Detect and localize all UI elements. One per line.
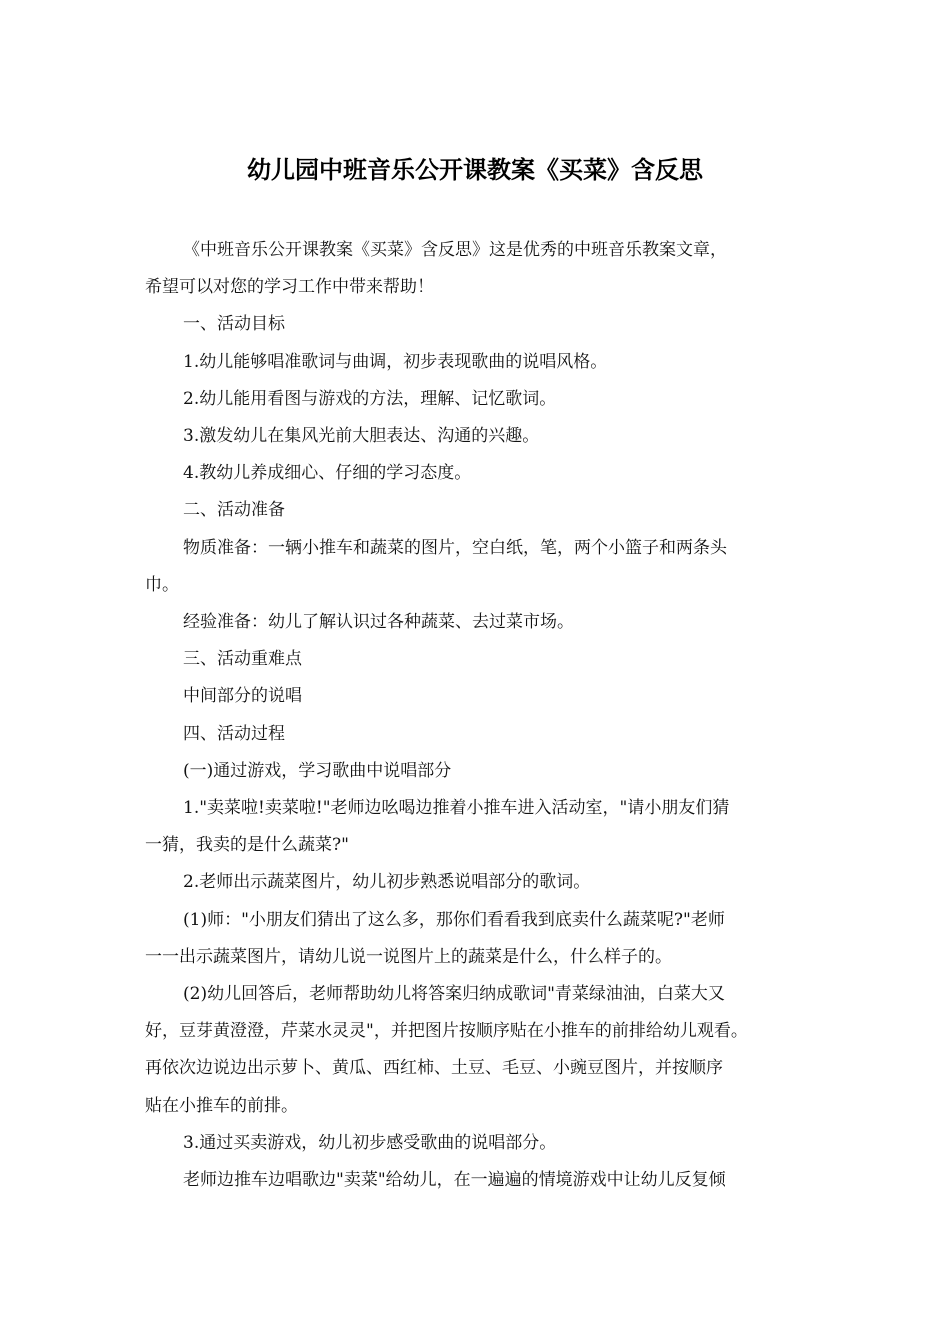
process-step-2: 2.老师出示蔬菜图片，幼儿初步熟悉说唱部分的歌词。 xyxy=(183,872,591,893)
process-step-2-1-line-2: 一一出示蔬菜图片，请幼儿说一说图片上的蔬菜是什么，什么样子的。 xyxy=(145,946,672,967)
goal-item-2: 2.幼儿能用看图与游戏的方法，理解、记忆歌词。 xyxy=(183,388,557,409)
section-heading-goals: 一、活动目标 xyxy=(183,314,285,335)
goal-item-3: 3.激发幼儿在集风光前大胆表达、沟通的兴趣。 xyxy=(183,426,540,447)
process-step-2-2-line-1: (2)幼儿回答后，老师帮助幼儿将答案归纳成歌词"青菜绿油油，白菜大又 xyxy=(183,984,725,1005)
intro-line-1: 《中班音乐公开课教案《买菜》含反思》这是优秀的中班音乐教案文章， xyxy=(183,240,727,260)
process-step-3: 3.通过买卖游戏，幼儿初步感受歌曲的说唱部分。 xyxy=(183,1132,557,1153)
process-step-2-1-line-1: (1)师："小朋友们猜出了这么多，那你们看看我到底卖什么蔬菜呢?"老师 xyxy=(183,909,725,930)
process-step-1-line-1: 1."卖菜啦!卖菜啦!"老师边吆喝边推着小推车进入活动室，"请小朋友们猜 xyxy=(183,798,730,819)
section-heading-process: 四、活动过程 xyxy=(183,723,285,744)
process-step-1-line-2: 一猜，我卖的是什么蔬菜?" xyxy=(145,835,349,856)
key-point-text: 中间部分的说唱 xyxy=(183,686,302,707)
material-preparation-line-1: 物质准备：一辆小推车和蔬菜的图片，空白纸，笔，两个小篮子和两条头 xyxy=(183,537,727,558)
material-preparation-line-2: 巾。 xyxy=(145,574,179,595)
goal-item-4: 4.教幼儿养成细心、仔细的学习态度。 xyxy=(183,463,472,484)
process-step-2-2-line-4: 贴在小推车的前排。 xyxy=(145,1095,298,1116)
intro-line-2: 希望可以对您的学习工作中带来帮助！ xyxy=(145,277,434,298)
document-title: 幼儿园中班音乐公开课教案《买菜》含反思 xyxy=(247,156,703,184)
document-body xyxy=(145,232,820,1199)
goal-item-1: 1.幼儿能够唱准歌词与曲调，初步表现歌曲的说唱风格。 xyxy=(183,351,608,372)
process-step-3-detail: 老师边推车边唱歌边"卖菜"给幼儿，在一遍遍的情境游戏中让幼儿反复倾 xyxy=(183,1170,726,1191)
experience-preparation: 经验准备：幼儿了解认识过各种蔬菜、去过菜市场。 xyxy=(183,612,574,633)
process-subheading-1: (一)通过游戏，学习歌曲中说唱部分 xyxy=(183,760,452,781)
section-heading-preparation: 二、活动准备 xyxy=(183,500,285,521)
section-heading-key-points: 三、活动重难点 xyxy=(183,649,302,670)
process-step-2-2-line-3: 再依次边说边出示萝卜、黄瓜、西红柿、土豆、毛豆、小豌豆图片，并按顺序 xyxy=(145,1058,723,1079)
process-step-2-2-line-2: 好，豆芽黄澄澄，芹菜水灵灵"，并把图片按顺序贴在小推车的前排给幼儿观看。 xyxy=(145,1021,748,1042)
